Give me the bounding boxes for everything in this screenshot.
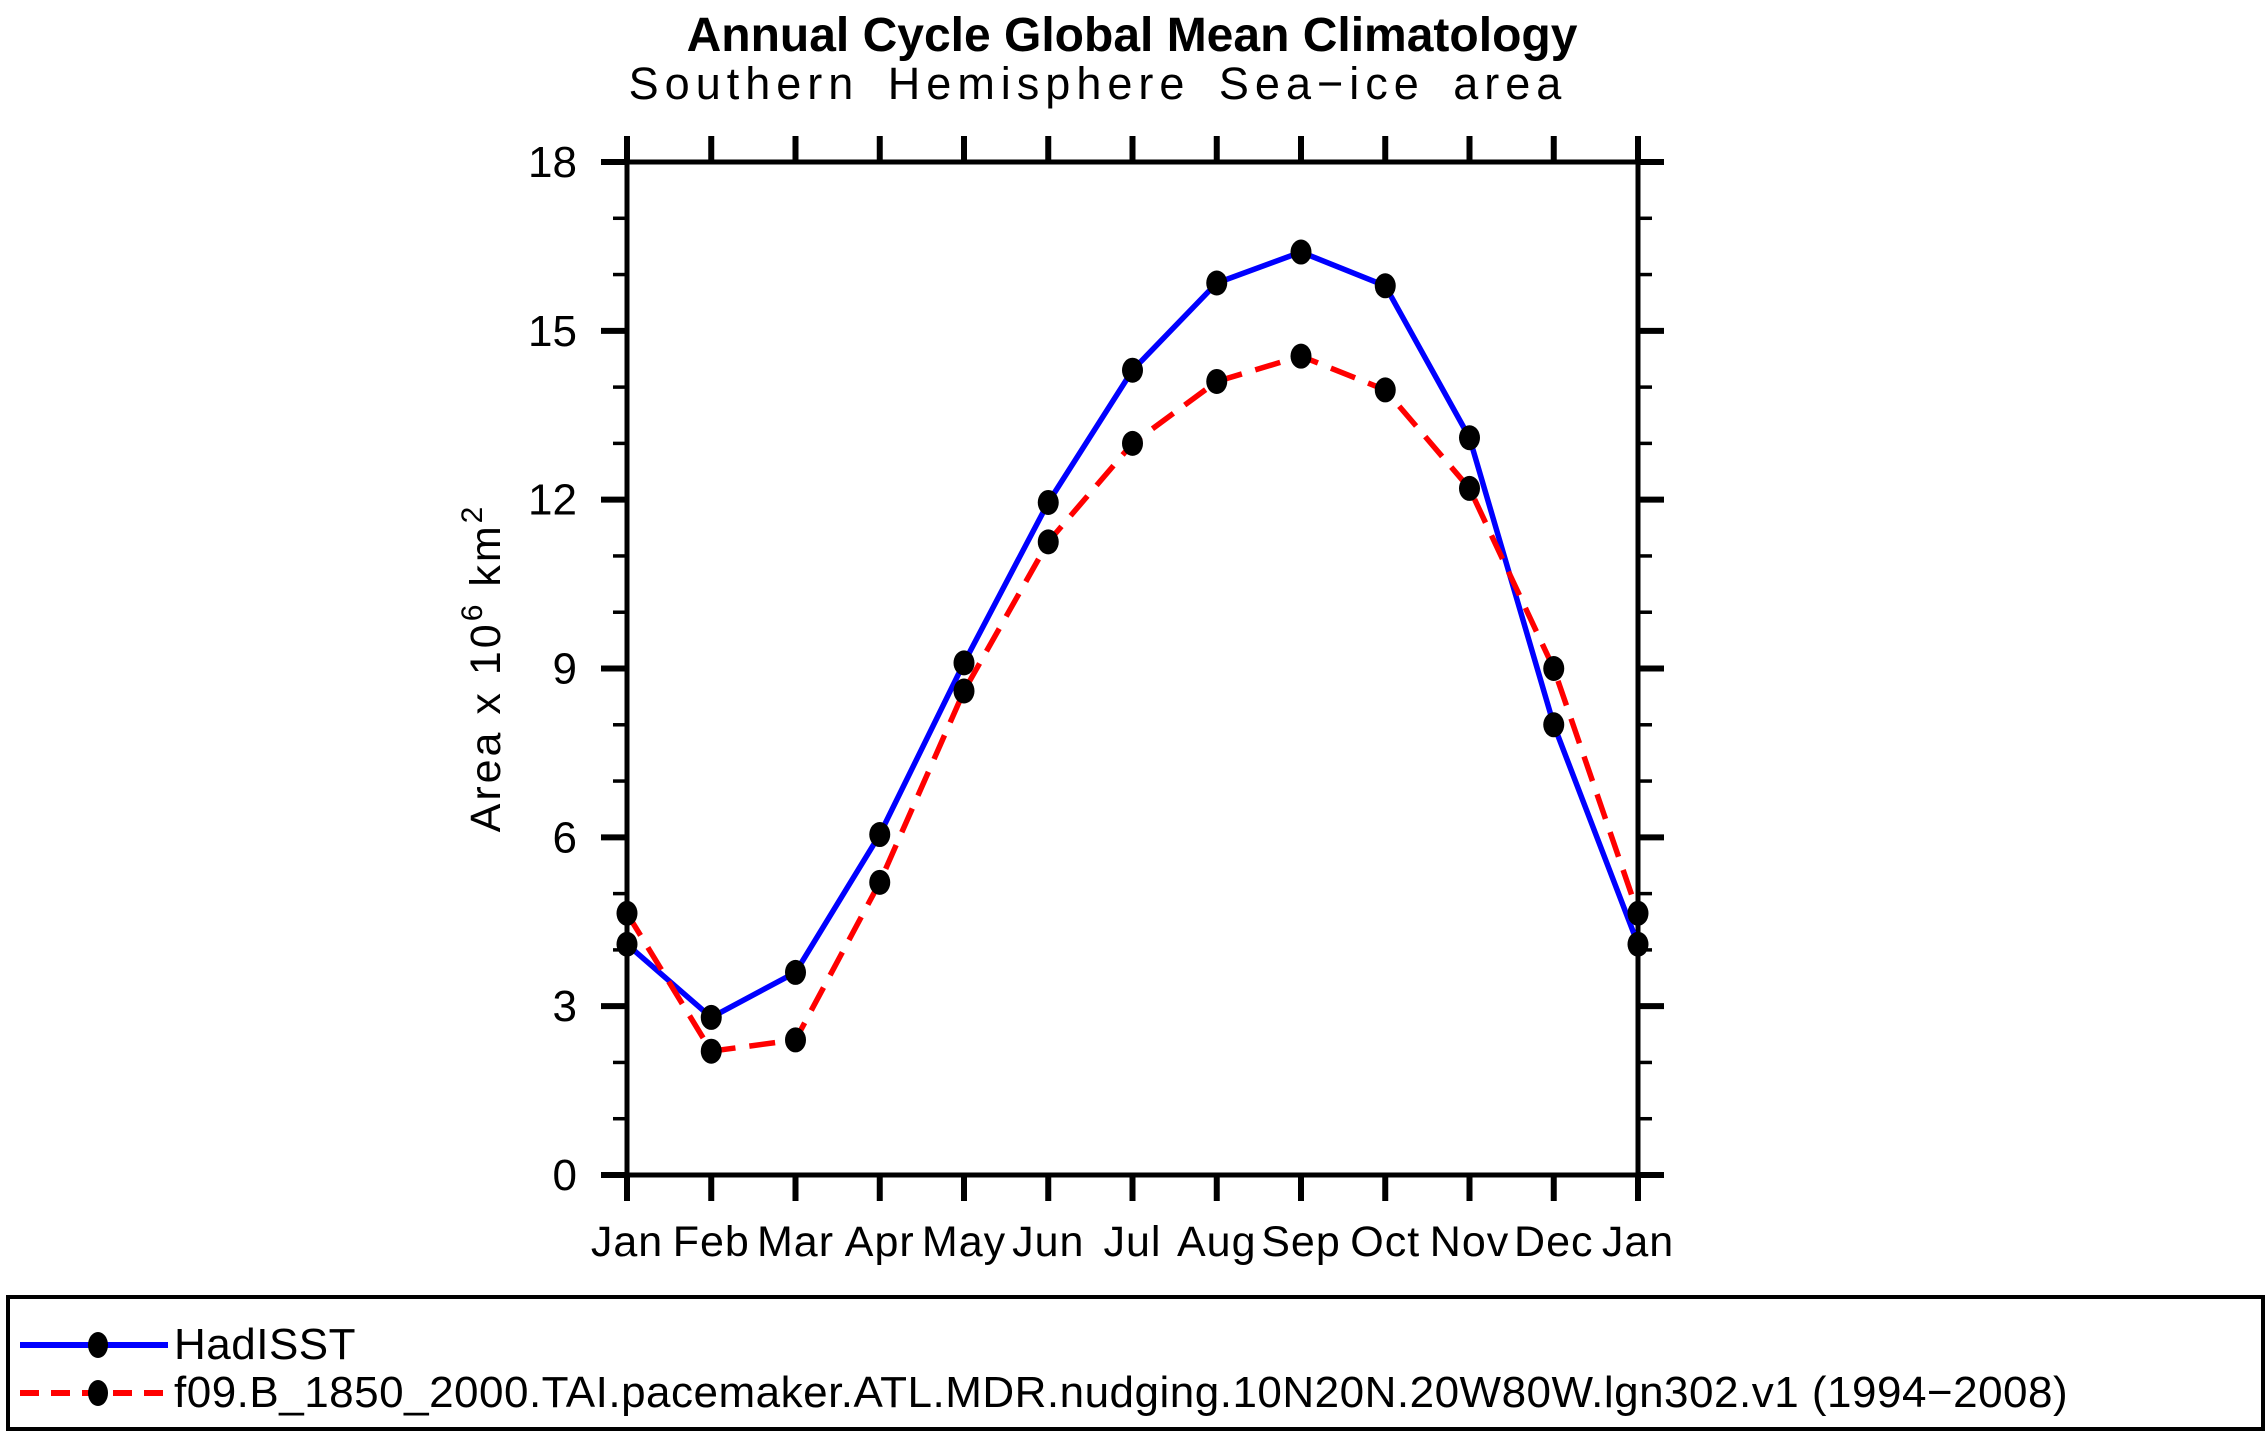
data-point-marker-model: [1291, 344, 1312, 369]
x-tick-label: Jun: [1012, 1218, 1085, 1266]
data-point-marker-model: [1628, 901, 1649, 926]
data-point-marker-hadisst: [1628, 932, 1649, 957]
chart-title: Annual Cycle Global Mean Climatology: [686, 9, 1578, 62]
data-point-marker-hadisst: [869, 822, 890, 847]
legend-sample-solid-line: [18, 1330, 170, 1360]
data-point-marker-hadisst: [1206, 270, 1227, 295]
data-point-marker-hadisst: [1291, 240, 1312, 265]
x-tick-label: Jan: [1601, 1218, 1675, 1266]
x-tick-label: Jan: [590, 1218, 664, 1266]
data-point-marker-hadisst: [785, 960, 806, 985]
data-point-marker-model: [1375, 377, 1396, 402]
legend-entry-hadisst: [18, 1321, 356, 1369]
y-tick-label: 15: [528, 306, 577, 356]
x-tick-label: Mar: [756, 1218, 835, 1266]
legend-label-hadisst: HadISST: [174, 1320, 357, 1369]
legend-box: [6, 1295, 2265, 1431]
data-point-marker-model: [1122, 431, 1143, 456]
data-point-marker-hadisst: [1543, 712, 1564, 737]
data-point-marker-model: [954, 679, 975, 704]
legend-label-model: f09.B_1850_2000.TAI.pacemaker.ATL.MDR.nudging.10N20N.20W80W.lgn302.v1 (1994−2008): [174, 1368, 2069, 1417]
data-point-marker-model: [1543, 656, 1564, 681]
data-point-marker-model: [701, 1039, 722, 1064]
y-tick-label: 0: [552, 1151, 577, 1200]
data-point-marker-model: [617, 901, 638, 926]
legend-sample-dashed-line: [18, 1378, 170, 1408]
y-tick-label: 9: [552, 644, 577, 694]
y-tick-label: 6: [552, 813, 577, 863]
data-point-marker-model: [1206, 369, 1227, 394]
data-point-marker-hadisst: [1122, 358, 1143, 383]
x-tick-label: May: [921, 1218, 1007, 1266]
x-tick-label: Dec: [1514, 1218, 1594, 1266]
data-point-marker-hadisst: [701, 1005, 722, 1030]
x-tick-label: Sep: [1261, 1218, 1341, 1266]
data-point-marker-hadisst: [617, 932, 638, 957]
x-tick-label: Aug: [1176, 1218, 1257, 1266]
series-line-model: [627, 356, 1638, 1051]
x-tick-label: Oct: [1350, 1218, 1421, 1266]
data-point-marker-model: [869, 870, 890, 895]
chart-subtitle: Southern Hemisphere Sea−ice area: [628, 58, 1568, 109]
y-tick-label: 3: [552, 982, 577, 1032]
data-point-marker-model: [1038, 529, 1059, 554]
data-point-marker-hadisst: [1459, 425, 1480, 450]
x-tick-label: Feb: [672, 1218, 750, 1266]
x-tick-label: Apr: [844, 1218, 915, 1266]
y-tick-label: 18: [528, 138, 577, 187]
x-tick-label: Nov: [1429, 1218, 1510, 1266]
y-tick-label: 12: [528, 475, 577, 525]
data-point-marker-model: [785, 1027, 806, 1052]
y-axis-title: Area x $10^6$ $km^2$: [456, 503, 510, 833]
data-point-marker-hadisst: [1038, 490, 1059, 515]
data-point-marker-model: [1459, 476, 1480, 501]
legend-entry-model: [18, 1369, 2068, 1417]
plot-frame: [627, 162, 1638, 1175]
data-point-marker-hadisst: [1375, 273, 1396, 298]
data-point-marker-hadisst: [954, 650, 975, 675]
x-tick-label: Jul: [1103, 1218, 1162, 1266]
